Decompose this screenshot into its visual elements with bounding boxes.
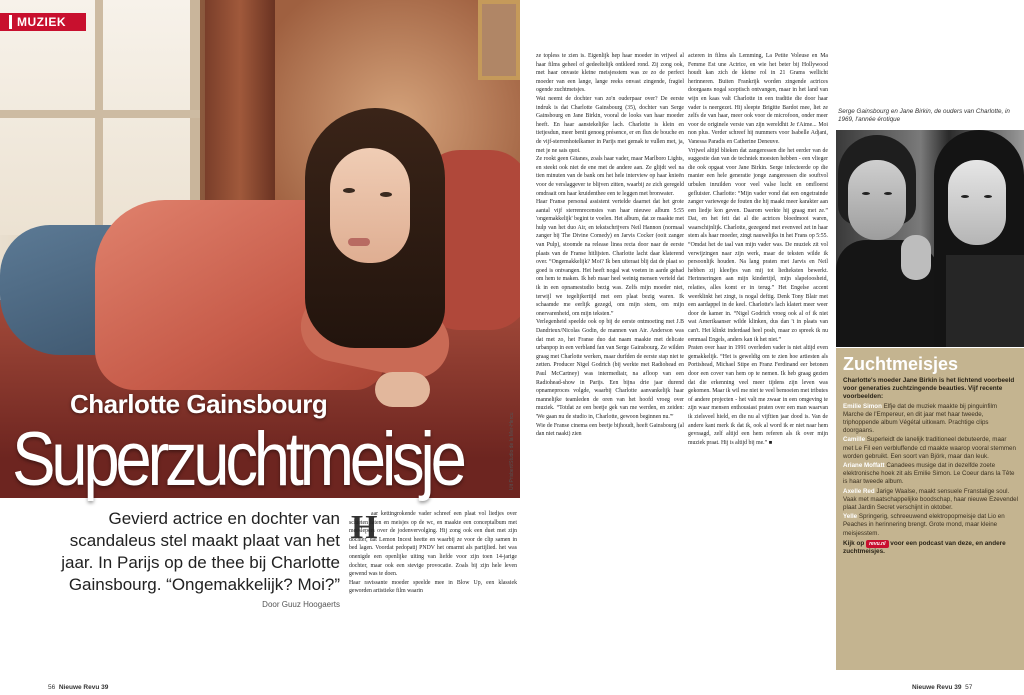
hand bbox=[375, 372, 430, 407]
sidebar-entry: Emilie Simon Elfje dat de muziek maakte bij pinguinfilm Marche de l'Empereur, en dit jaar met haar tweede, triphoppende album Végétal uitkwam. Prachtige clips doorgaans. bbox=[843, 402, 998, 435]
sidebar-title: Zuchtmeisjes bbox=[843, 354, 959, 374]
sidebar-entry: Camille Superleidt de lanelijk traditioneel debuteerde, maar met Le Fil een verbluffende cd maakte waarop vooral stemmen worden gebruikt. Een soort van Björk, maar dan leuk. bbox=[843, 436, 1016, 460]
sidebar-cta: Kijk op revu.nl voor een podcast van deze, en andere zuchtmeisjes. bbox=[843, 539, 1006, 556]
paragraph: Ze rookt geen Gitanes, zoals haar vader, maar Marlboro Lights, en steekt ook niet de ene met de andere aan. Ze glijdt wel na tien minuten van de bank om het hele interview op haar knieën voor de verslaggever te blijven zitten, waarbij ze zich geregeld omdraait om haar kruidenthee een te leggen met bronwater. bbox=[536, 156, 684, 197]
photo-credit: Uit Prisbert/Studio de la Mer-Hercu bbox=[509, 412, 515, 490]
paragraph: Wie de Franse cinema een beetje bijhoudt, heeft Gainsbourg (al dan niet naakt) zien bbox=[536, 422, 684, 438]
jane-eye bbox=[984, 195, 992, 198]
eye-right bbox=[380, 192, 392, 197]
paragraph: Verlegenheid speelde ook op bij de eerste ontmoeting met J.B Dandrieux/Nicolas Godin, de mannen van Air. Anderson was dat met zo, het Franse duo dat naam maakte met delicate urbanpop in een verbland fan van Serge Gainsbourg. Ze wilden graag met Charlotte werken, maar durfden de eerste stap niet te zetten. Producer Nigel Godrich (bij werkte met Radiohead en Paul McCartney) was intermediair, na afloop van een Radiohead-show in Parijs. Een bijna drie jaar durend opnameproces volgde, waarbij Charlotte aanvankelijk haar mannelijke teamleden de oren van het hoofd vroeg over muziek. “Totdat ze een beetje gek van me werden, en zeiden: 'We gaan nu de studio in, Charlotte, gewoon beginnen nu.'” bbox=[536, 319, 684, 420]
body-column-3 bbox=[688, 52, 828, 672]
paragraph: ze topless te zien is. Eigenlijk hep haar moeder in vrijwel al haar films geheel of gedeeltelijk ontkleed rond. Zij zong ook, met haar onvaste kleine meisjesstem was ze zo de perfect moeder van een lange, lange reeks onvast zingende, fragiel ogende zuchtmeisjes. bbox=[536, 53, 684, 94]
headline-title: Superzuchtmeisje bbox=[12, 417, 463, 502]
section-tag: MUZIEK bbox=[0, 13, 86, 31]
jane-face bbox=[948, 160, 1006, 245]
serge-eye bbox=[862, 192, 870, 195]
dropcap: H bbox=[351, 509, 378, 546]
paragraph: aar kettingrokende vader schreef een plaat vol liedjes over schieten laten en meisjes op de wc, en maakte een conceptalbum met meeslepers over de jodenvervolging. Hij zong ook een duet met zijn dochter, dat Lemon Incest heette en waarbij ze voor de clip samen in bed lagen. Voordat pedopatij PNDV het omarmt als partijlied. het was onenigde een openlijke uiting van liefde voor zijn toen 14-jarige dochter, maar ook een stevige provocatie. Zoals bij zijn hele leven gewend was te doen. bbox=[349, 511, 517, 578]
parents-photo bbox=[836, 130, 1024, 347]
sidebar-box bbox=[836, 348, 1024, 670]
sidebar-intro: Charlotte's moeder Jane Birkin is het lichtend voorbeeld voor generaties zuchtzingende beauties. Vijf recente voorbeelden: bbox=[843, 377, 1015, 401]
picture-frame bbox=[478, 0, 520, 80]
sidebar-entry: Axelle Red Jarige Waalse, maakt sensuele Franstalige soul. Vaak met maatschappelijke boodschap, haar nieuwe Ezevendel plaat Jardin Secret verschijnt in oktober. bbox=[843, 487, 1018, 512]
photo-caption: Serge Gainsbourg en Jane Birkin, de ouders van Charlotte, in 1969, l'année érotique bbox=[838, 108, 1010, 123]
lead-paragraph: Gevierd actrice en dochter van scandaleus stel maakt plaat van het jaar. In Parijs op de thee bij Charlotte Gainsbourg. “Ongemakkelijk? Moi?” bbox=[61, 509, 340, 594]
jane-eye bbox=[961, 195, 969, 198]
serge-face bbox=[848, 160, 906, 240]
paragraph: Wat neemt de dochter van zo'n ouderpaar over? De eerste indruk is dat Charlotte Gainsbourg (35), dochter van Serge Gainsbourg en Jane Birkin, vooral de looks van haar moeder heeft. En haar aanstekelijke lach. Charlotte is klein en tietjesdun, meer benit genoeg présence, er en flux de bouche en de vijf-sterrenhotelkamer in Parijs met gemak te vullen met, ja, met je ne sais quoi. bbox=[536, 95, 684, 154]
paragraph: Praten over haar in 1991 overleden vader is niet altijd even gemakkelijk. “Het is geweldig om te zien hoe artiesten als Portishead, Michael Stipe en Franz Ferdinand eer betonen door een cover van hem op te nemen. Ik heb graag gezien dat die erkenning veel meer tijdens zijn leven was gekomen. Maar ik wil me niet te veel bemoeien met tributes of andere projecten - het valt me zwaar in een omgeving te zijn waar mensen enthousiast praten over een man waarvan ik zielsveel hield, en die nu al vijftien jaar dood is. Van de andere kant merk ik dat ik, ook al word ik er niet naar hem gevraagd, zelf altijd een hem referen als ik over mijn muziek praat. Hij is altijd bij me.” ■ bbox=[688, 345, 828, 446]
revu-logo[interactable]: revu.nl bbox=[866, 540, 888, 548]
sidebar-entry: Ariane Moffatt Canadees musige dat in dezelfde zoete elektronische hoek zit als Emilie Simon. Le Coeur dans la Tête is haar tweede album. bbox=[843, 462, 1015, 486]
paragraph: Haar Franse personal assistent vertelde daarnet dat het grote aantal vijf sterrenrecensies van haar nieuwe album 5:55 'ongemakkelijk' begint te voelen. Het album, dat ze maakte met hulp van het duo Air, en tekstschrijvers Neil Hannon (normaal zanger bij The Divine Comedy) en Jarvis Cocker (ooit zanger van Pulp), stoomde na release linea recta door naar de eerste plaats van de Franse hitlijsten. Charlotte lacht daar klaterend over. “Ongemakkelijk? Moi? Ik ben uiteraat blij dat de plaat so goed is ontvangen. Het heeft nogal wat voeten in aarde gehad om hem te maken. Ik heb maar heel weinig mensen verteld dat ik in een opnamestudio bezig was. Zelfs mijn moeder niet, terwijl we tegelijkertijd met een plaat bezig waren. Ik schaamde me eerlijk gezegd, om mijn stem, om mijn onervarenheid, om mijn teksten.” bbox=[536, 199, 684, 317]
byline: Door Guuz Hoogaerts bbox=[262, 600, 340, 609]
headline-name: Charlotte Gainsbourg bbox=[70, 389, 328, 419]
body-column-1 bbox=[349, 510, 517, 672]
sidebar-entry: Yelle Springerig, schreeuwend elektropopmeisje dat Lio en Peaches in herinnering brengt. Grote mond, maar kleine meisjesstem. bbox=[843, 513, 1005, 537]
face bbox=[330, 148, 410, 263]
paragraph: Vrijwel altijd blieken dat zangeressen die het eerder van de suggestie dan van de techniek moesten hebben - een vlieger die ook opgaat voor Jane Birkin. Serge infecteerde op die manier een hele generatie jonge zangeressen die souftvol urbulen inruilden voor veel valse lucht en omfloerst gefluister. Charlotte: “Mijn vader vond dat een ongetrainde zanger variewege de fouten die hij maakt meer karakter aan een liedje kon geven. Daarom werkte hij graag met ze.” Dat, en het feit dat al die actrices bloedmooi waren, waarschijnlijk. Charlotte, gezegend met evenveel zet in haar stem als haar moeder, zingt nauwelijks in het Frans op 5:55. “Omdat het de taal van mijn vader was. De muziek zit vol verwijzingen naar zijn werk, maar de teksten wilde ik persoonlijk houden. Na lang praten met Jarvis en Neil hebben zij kleefjes van mij tot liedteksten bewerkt. Herinneringen aan mijn kindertijd, mijn slapeloosheid, relaties, alles komt er in terug.” Het Engelse accent weerklinkt het zingt, is nogal deftig. Denk Tony Blair met een aardappel in de keel. Charlotte's lach klatert meer weer door de kamer in. “Nigel Godrich vroeg ook al of ik niet wat Amerikaanser wilde klinken, dus dan 't in plaats van can't. Het klinkt inderdaad heel posh, maar zo spreek ik nu eenmaal Engels, anders kan ik het niet.” bbox=[688, 147, 828, 343]
paragraph: Haar ravissante moeder speelde mee in Blow Up, een klassiek geworden artistieke film waarin bbox=[349, 579, 517, 595]
jane-body bbox=[946, 255, 1024, 347]
lips bbox=[348, 238, 370, 246]
folio-right: Nieuwe Revu 39 57 bbox=[912, 684, 973, 691]
serge-eye bbox=[884, 192, 892, 195]
folio-left: 56 Nieuwe Revu 39 bbox=[48, 684, 109, 691]
eye-left bbox=[343, 188, 355, 193]
paragraph: acteren in films als Lemming, La Petite Voleuse en Ma Femme Est une Actrice, en wie het beter bij Hollywood houdt kan zich de kleine rol in 21 Grams wellicht herinneren. Buiten Frankrijk worden zingende actrices doorgaans nogal sceptisch ontvangen, maar in het land van wijn en kaas valt Charlotte in een traditie die door haar vader is neergezet. Hij sleepte Brigitte Bardot mee, liet ze zelfs de van haar, meer ook voor de microfoon, onder meer voor de originele versie van zijn wereldhit Je t'Aime... Moi non plus. Verder schreef hij nummers voor Isabelle Adjani, Vanessa Paradis en Catherine Deneuve. bbox=[688, 53, 828, 145]
body-column-2 bbox=[536, 52, 684, 672]
serge-hand bbox=[901, 235, 931, 280]
